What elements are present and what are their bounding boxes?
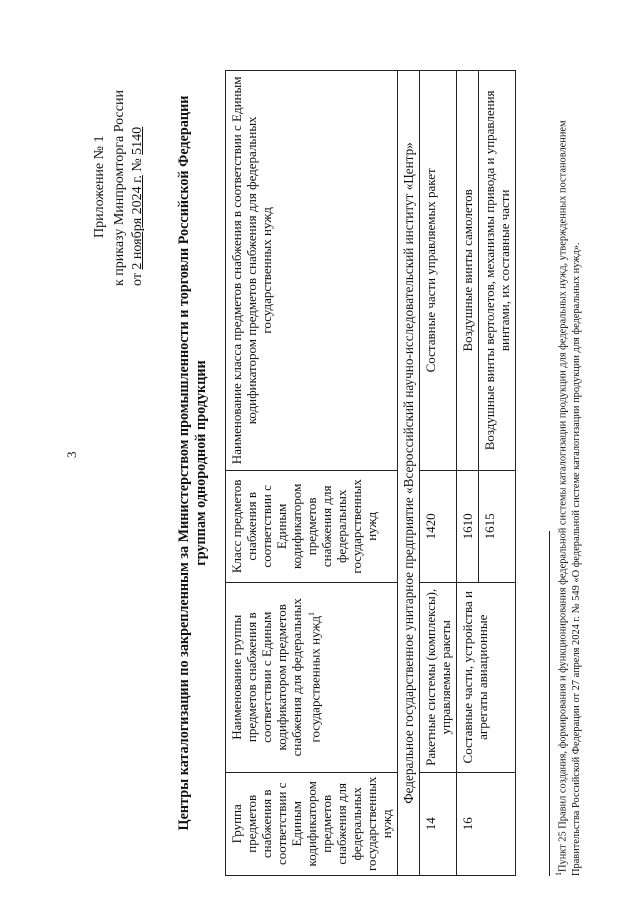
section-row bbox=[398, 71, 420, 876]
order-prefix: от bbox=[130, 269, 145, 286]
table-row bbox=[457, 71, 479, 876]
cell-group: 14 bbox=[420, 772, 457, 875]
footnote bbox=[552, 64, 584, 876]
header-group-name bbox=[226, 582, 398, 772]
order-number: 5140 bbox=[130, 126, 145, 155]
header-footnote-mark: 1 bbox=[307, 611, 316, 616]
header-class-name: Наименование класса предметов снабжения в соответствии с Единым кодификатором предметов снабжения для федеральных государственных нужд bbox=[226, 71, 398, 471]
document-title: Центры каталогизации по закрепленным за Министерством промышленности и торговли Российской Федерации группам однородной продукции bbox=[176, 95, 209, 831]
order-date: 2 ноября 2024 г. bbox=[130, 175, 145, 270]
appendix-order-line: к приказу Минпромторга России bbox=[112, 90, 127, 286]
appendix-order-date-line bbox=[130, 127, 146, 286]
cell-group-name: Составные части, устройства и агрегаты авиационные bbox=[457, 582, 516, 772]
footnote-mark: 1 bbox=[554, 872, 563, 876]
cell-class-name: Составные части управляемых ракет bbox=[420, 71, 457, 471]
cell-class-name: Воздушные винты вертолетов, механизмы привода и управления винтами, их составные части bbox=[479, 71, 516, 471]
cell-group: 16 bbox=[457, 772, 516, 875]
cell-class-name: Воздушные винты самолетов bbox=[457, 71, 479, 471]
cell-class: 1420 bbox=[420, 470, 457, 582]
table-header-row bbox=[226, 71, 398, 876]
cell-class: 1610 bbox=[457, 470, 479, 582]
cell-group-name: Ракетные системы (комплексы), управляемые ракеты bbox=[420, 582, 457, 772]
footnote-divider bbox=[549, 531, 550, 876]
header-group: Группа предметов снабжения в соответствии с Единым кодификатором предметов снабжения для федеральных государственных нужд bbox=[226, 772, 398, 875]
appendix-title: Приложение № 1 bbox=[92, 135, 107, 238]
section-title: Федеральное государственное унитарное предприятие «Всероссийский научно-исследовательский институт «Центр» bbox=[398, 71, 420, 876]
page-number: 3 bbox=[64, 451, 79, 458]
footnote-text: Пункт 25 Правил создания, формирования и функционирования федеральной системы каталогизации продукции для федеральных нужд, утвержденных постановлением Правительства Российской Федерации от 27 апреля 2024 г. № 549 «О федеральной системе каталогизации продукции для федеральных нужд». bbox=[557, 120, 583, 876]
table-row bbox=[420, 71, 457, 876]
order-number-sign: № bbox=[130, 154, 145, 176]
header-group-name-text: Наименование группы предметов снабжения в соответствии с Единым кодификатором предметов снабжения для федеральных государственных нужд bbox=[229, 598, 323, 757]
catalog-table bbox=[225, 70, 516, 876]
header-class: Класс предметов снабжения в соответствии с Единым кодификатором предметов снабжения для федеральных государственных нужд bbox=[226, 470, 398, 582]
cell-class: 1615 bbox=[479, 470, 516, 582]
